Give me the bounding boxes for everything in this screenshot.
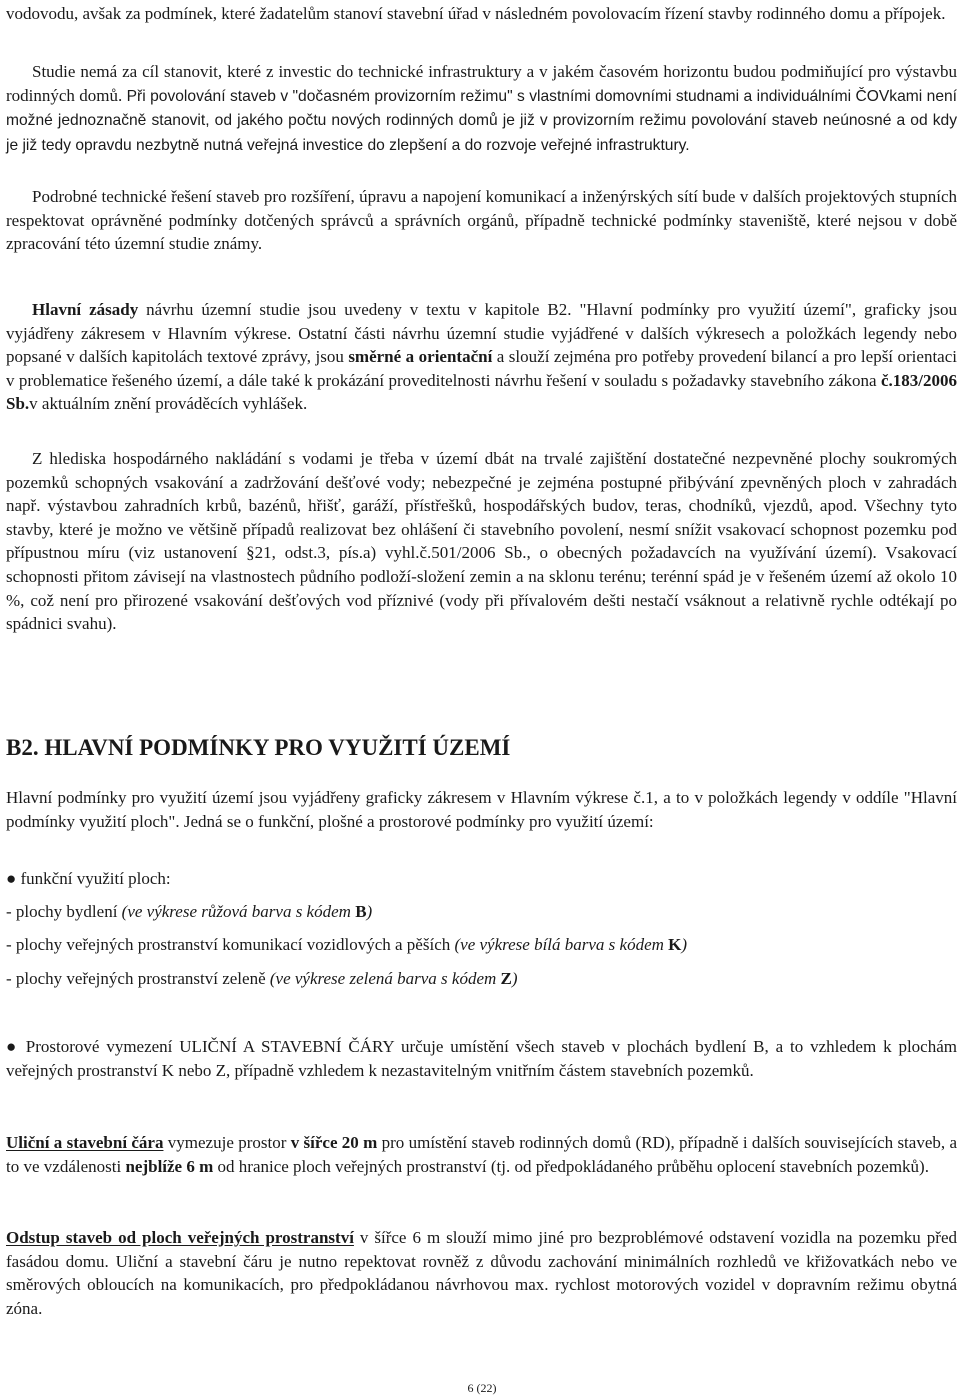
section-heading-b2: B2. HLAVNÍ PODMÍNKY PRO VYUŽITÍ ÚZEMÍ <box>6 735 511 760</box>
list-item-code: B <box>355 902 367 921</box>
street-line-distance: nejblíže 6 m <box>125 1156 214 1176</box>
main-principles-text-3: v aktuálním znění prováděcích vyhlášek. <box>29 394 308 414</box>
paragraph-street-lines: ● Prostorové vymezení ULIČNÍ A STAVEBNÍ ČÁRY určuje umístění všech staveb v plochách bydlení B, a to vzhledem k plochám veřejných prostranství K nebo Z, případně vzhledem k nezastavitelným vnitřním částem stavebních pozemků. <box>6 1037 957 1080</box>
paragraph-building-setback <box>6 1226 957 1320</box>
paragraph-technical-solution: Podrobné technické řešení staveb pro rozšíření, úpravu a napojení komunikací a inženýrských sítí bude v dalších projektových stupních respektovat oprávněné podmínky dotčených správců a správních orgánů, případně technické podmínky staveniště, které nejsou v době zpracování této územní studie známy. <box>6 187 957 254</box>
paragraph-study-goal <box>6 60 957 157</box>
page-number <box>0 1381 960 1395</box>
study-goal-provisional-text: Při povolování staveb v "dočasném provizorním režimu" s vlastními domovními studnami a individuálními ČOVkami není možné jednoznačně stanovit, od jakého počtu nových rodinných domů je již v provizorním režimu povolování staveb neúnosné a od kdy je již tedy opravdu nezbytně nutná veřejná investice do zlepšení a do rozvoje veřejné infrastruktury. <box>6 87 957 154</box>
list-item-close: ) <box>511 969 518 988</box>
bullet-functional-use: ● funkční využití ploch: <box>6 869 171 888</box>
street-line-text-2: pro umístění staveb rodinných domů (RD), případně i dalších souvisejících staveb, a to ve vzdálenosti <box>6 1133 957 1176</box>
list-item-code: Z <box>500 969 512 988</box>
setback-text: v šířce 6 m slouží mimo jiné pro bezproblémové odstavení vozidla na pozemku před fasádou domu. Uliční a stavební čáru je nutno repektovat rovněž z důvodu zachování minimálních rozhledů ve křižovatkách nebo ve směrových obloucích na komunikacích, pro předpokládanou návrhovou max. rychlost motorových vozidel v dopravním režimu obytná zóna. <box>6 1228 957 1318</box>
street-line-text-1: vymezuje prostor <box>163 1133 291 1152</box>
list-item-note: (ve výkrese růžová barva s kódem <box>121 902 356 921</box>
street-line-term: Uliční a stavební čára <box>6 1133 164 1152</box>
street-line-text-3: od hranice ploch veřejných prostranství (tj. od předpokládaného průběhu oplocení stavebních pozemků). <box>213 1156 929 1176</box>
list-item-text: - plochy veřejných prostranství zeleně <box>6 969 270 988</box>
study-goal-text: Studie nemá za cíl stanovit, které z investic do technické infrastruktury a v jakém časovém horizontu budou podmiňující pro výstavbu rodinných domů. <box>6 62 957 105</box>
setback-term: Odstup staveb od ploch veřejných prostranství <box>6 1228 354 1247</box>
list-item-close: ) <box>681 935 688 954</box>
main-principles-bold: Hlavní zásady <box>32 300 139 319</box>
main-principles-text-2: a slouží zejména pro potřeby provedení bilancí a pro lepší orientaci v problematice řešeného území, a dále také k prokázání proveditelnosti návrhu řešení v souladu s požadavky stavebního zákona <box>6 347 957 390</box>
list-item-housing <box>6 900 372 924</box>
paragraph-main-principles <box>6 298 957 416</box>
list-item-code: K <box>668 935 682 954</box>
list-item-text: - plochy veřejných prostranství komunikací vozidlových a pěších <box>6 935 455 954</box>
list-item-text: - plochy bydlení <box>6 902 122 921</box>
main-principles-text-1: návrhu územní studie jsou uvedeny v textu v kapitole B2. "Hlavní podmínky pro využití území", graficky jsou vyjádřeny zákresem v Hlavním výkrese. Ostatní části návrhu územní studie vyjádřené v dalších výkresech a položkách legendy nebo popsané v dalších kapitolách textové zprávy, jsou <box>6 300 957 367</box>
paragraph-street-building-line <box>6 1131 957 1178</box>
paragraph-water-management: Z hlediska hospodárného nakládání s vodami je třeba v území dbát na trvalé zajištění dostatečné nezpevněné plochy soukromých pozemků schopných vsakování a zadržování dešťové vody; nebezpečné je zejména postupné přibývání zpevněných ploch v zahradách např. výstavbou zahradních krbů, bazénů, hřišť, garáží, přístřešků, hospodářských budov, teras, chodníků, vjezdů, apod. Všechny tyto stavby, které je možno ve většině případů realizovat bez ohlášení či stavebního povolení, nesmí snížit vsakovací schopnost pozemku pod přípustnou míru (viz ustanovení §21, odst.3, pís.a) vyhl.č.501/2006 Sb., o obecných požadavcích na využívání území). Vsakovací schopnosti přitom závisejí na vlastnostech půdního podloží-složení zemin a na sklonu terénu; terénní spád je v řešeném území až okolo 10 %, což není pro přirozené vsakování dešťových vod příznivé (vody při přívalovém dešti nestačí vsáknout a relativně rychle odtékají po spádnici svahu). <box>6 449 957 634</box>
list-item-note: (ve výkrese bílá barva s kódem <box>454 935 669 954</box>
list-item-public-roads <box>6 933 687 957</box>
main-principles-bold-2: směrné a orientační <box>348 347 493 367</box>
list-item-note: (ve výkrese zelená barva s kódem <box>269 969 501 988</box>
street-line-width: v šířce 20 m <box>290 1133 378 1152</box>
paragraph-main-conditions: Hlavní podmínky pro využití území jsou vyjádřeny graficky zákresem v Hlavním výkrese č.1, a to v položkách legendy v oddíle "Hlavní podmínky využití ploch". Jedná se o funkční, plošné a prostorové podmínky pro využití území: <box>6 788 957 831</box>
page-number-text: 6 (22) <box>467 1381 497 1395</box>
list-item-close: ) <box>366 902 373 921</box>
paragraph-water-conditions: vodovodu, avšak za podmínek, které žadatelům stanoví stavební úřad v následném povolovacím řízení stavby rodinného domu a přípojek. <box>6 4 946 23</box>
list-item-public-greenery <box>6 967 518 991</box>
law-reference-bold: č.183/2006 Sb. <box>6 370 957 414</box>
